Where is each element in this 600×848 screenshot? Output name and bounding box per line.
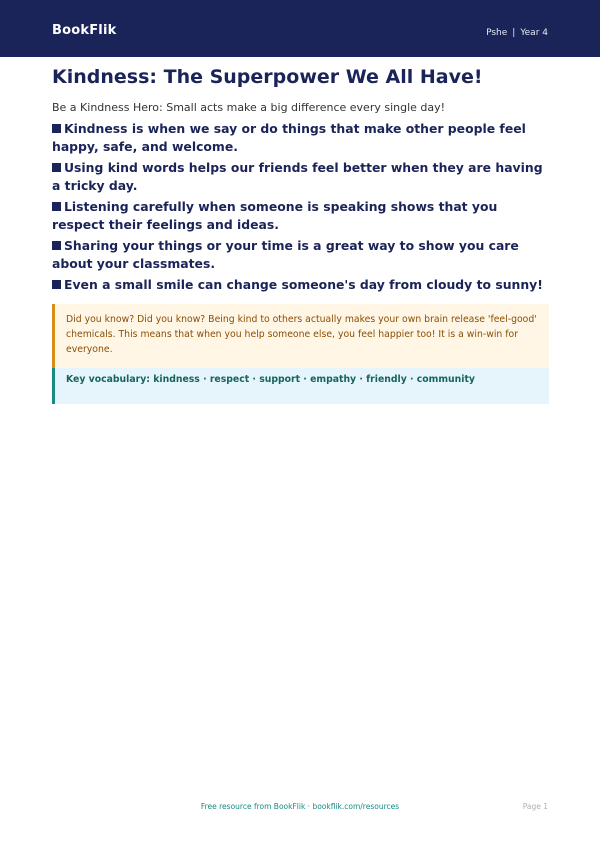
key-vocabulary-box: Key vocabulary: kindness · respect · support · empathy · friendly · community	[52, 368, 549, 404]
main-content	[52, 64, 549, 404]
list-item	[52, 198, 549, 233]
header-bar	[0, 0, 600, 57]
point-text: Using kind words helps our friends feel better when they are having a tricky day.	[52, 160, 543, 193]
point-text: Sharing your things or your time is a great way to show you care about your classmates.	[52, 238, 519, 271]
list-item	[52, 120, 549, 155]
page-subtitle: Be a Kindness Hero: Small acts make a big difference every single day!	[52, 101, 446, 114]
square-bullet-icon	[52, 202, 61, 211]
key-points-list	[52, 120, 549, 294]
page-title: Kindness: The Superpower We All Have!	[52, 66, 483, 88]
square-bullet-icon	[52, 163, 61, 172]
square-bullet-icon	[52, 280, 61, 289]
list-item	[52, 276, 549, 294]
point-text: Listening carefully when someone is speaking shows that you respect their feelings and ideas.	[52, 199, 498, 232]
meta-separator: |	[512, 28, 516, 38]
list-item	[52, 159, 549, 194]
point-text: Even a small smile can change someone's day from cloudy to sunny!	[64, 277, 543, 292]
list-item	[52, 237, 549, 272]
page-number: Page 1	[522, 802, 548, 811]
brand-logo-text[interactable]: BookFlik	[52, 23, 117, 38]
page-footer	[0, 802, 600, 816]
square-bullet-icon	[52, 124, 61, 133]
point-text: Kindness is when we say or do things that make other people feel happy, safe, and welcome.	[52, 121, 526, 154]
square-bullet-icon	[52, 241, 61, 250]
did-you-know-callout: Did you know? Did you know? Being kind to others actually makes your own brain release 'feel-good' chemicals. This means that when you help someone else, you feel happier too! It is a win-win for everyone.	[52, 304, 549, 368]
subject-label: Pshe	[486, 28, 508, 38]
year-label: Year 4	[520, 28, 548, 38]
footer-credit-link[interactable]: Free resource from BookFlik · bookflik.com/resources	[200, 802, 400, 811]
header-meta	[486, 28, 548, 38]
